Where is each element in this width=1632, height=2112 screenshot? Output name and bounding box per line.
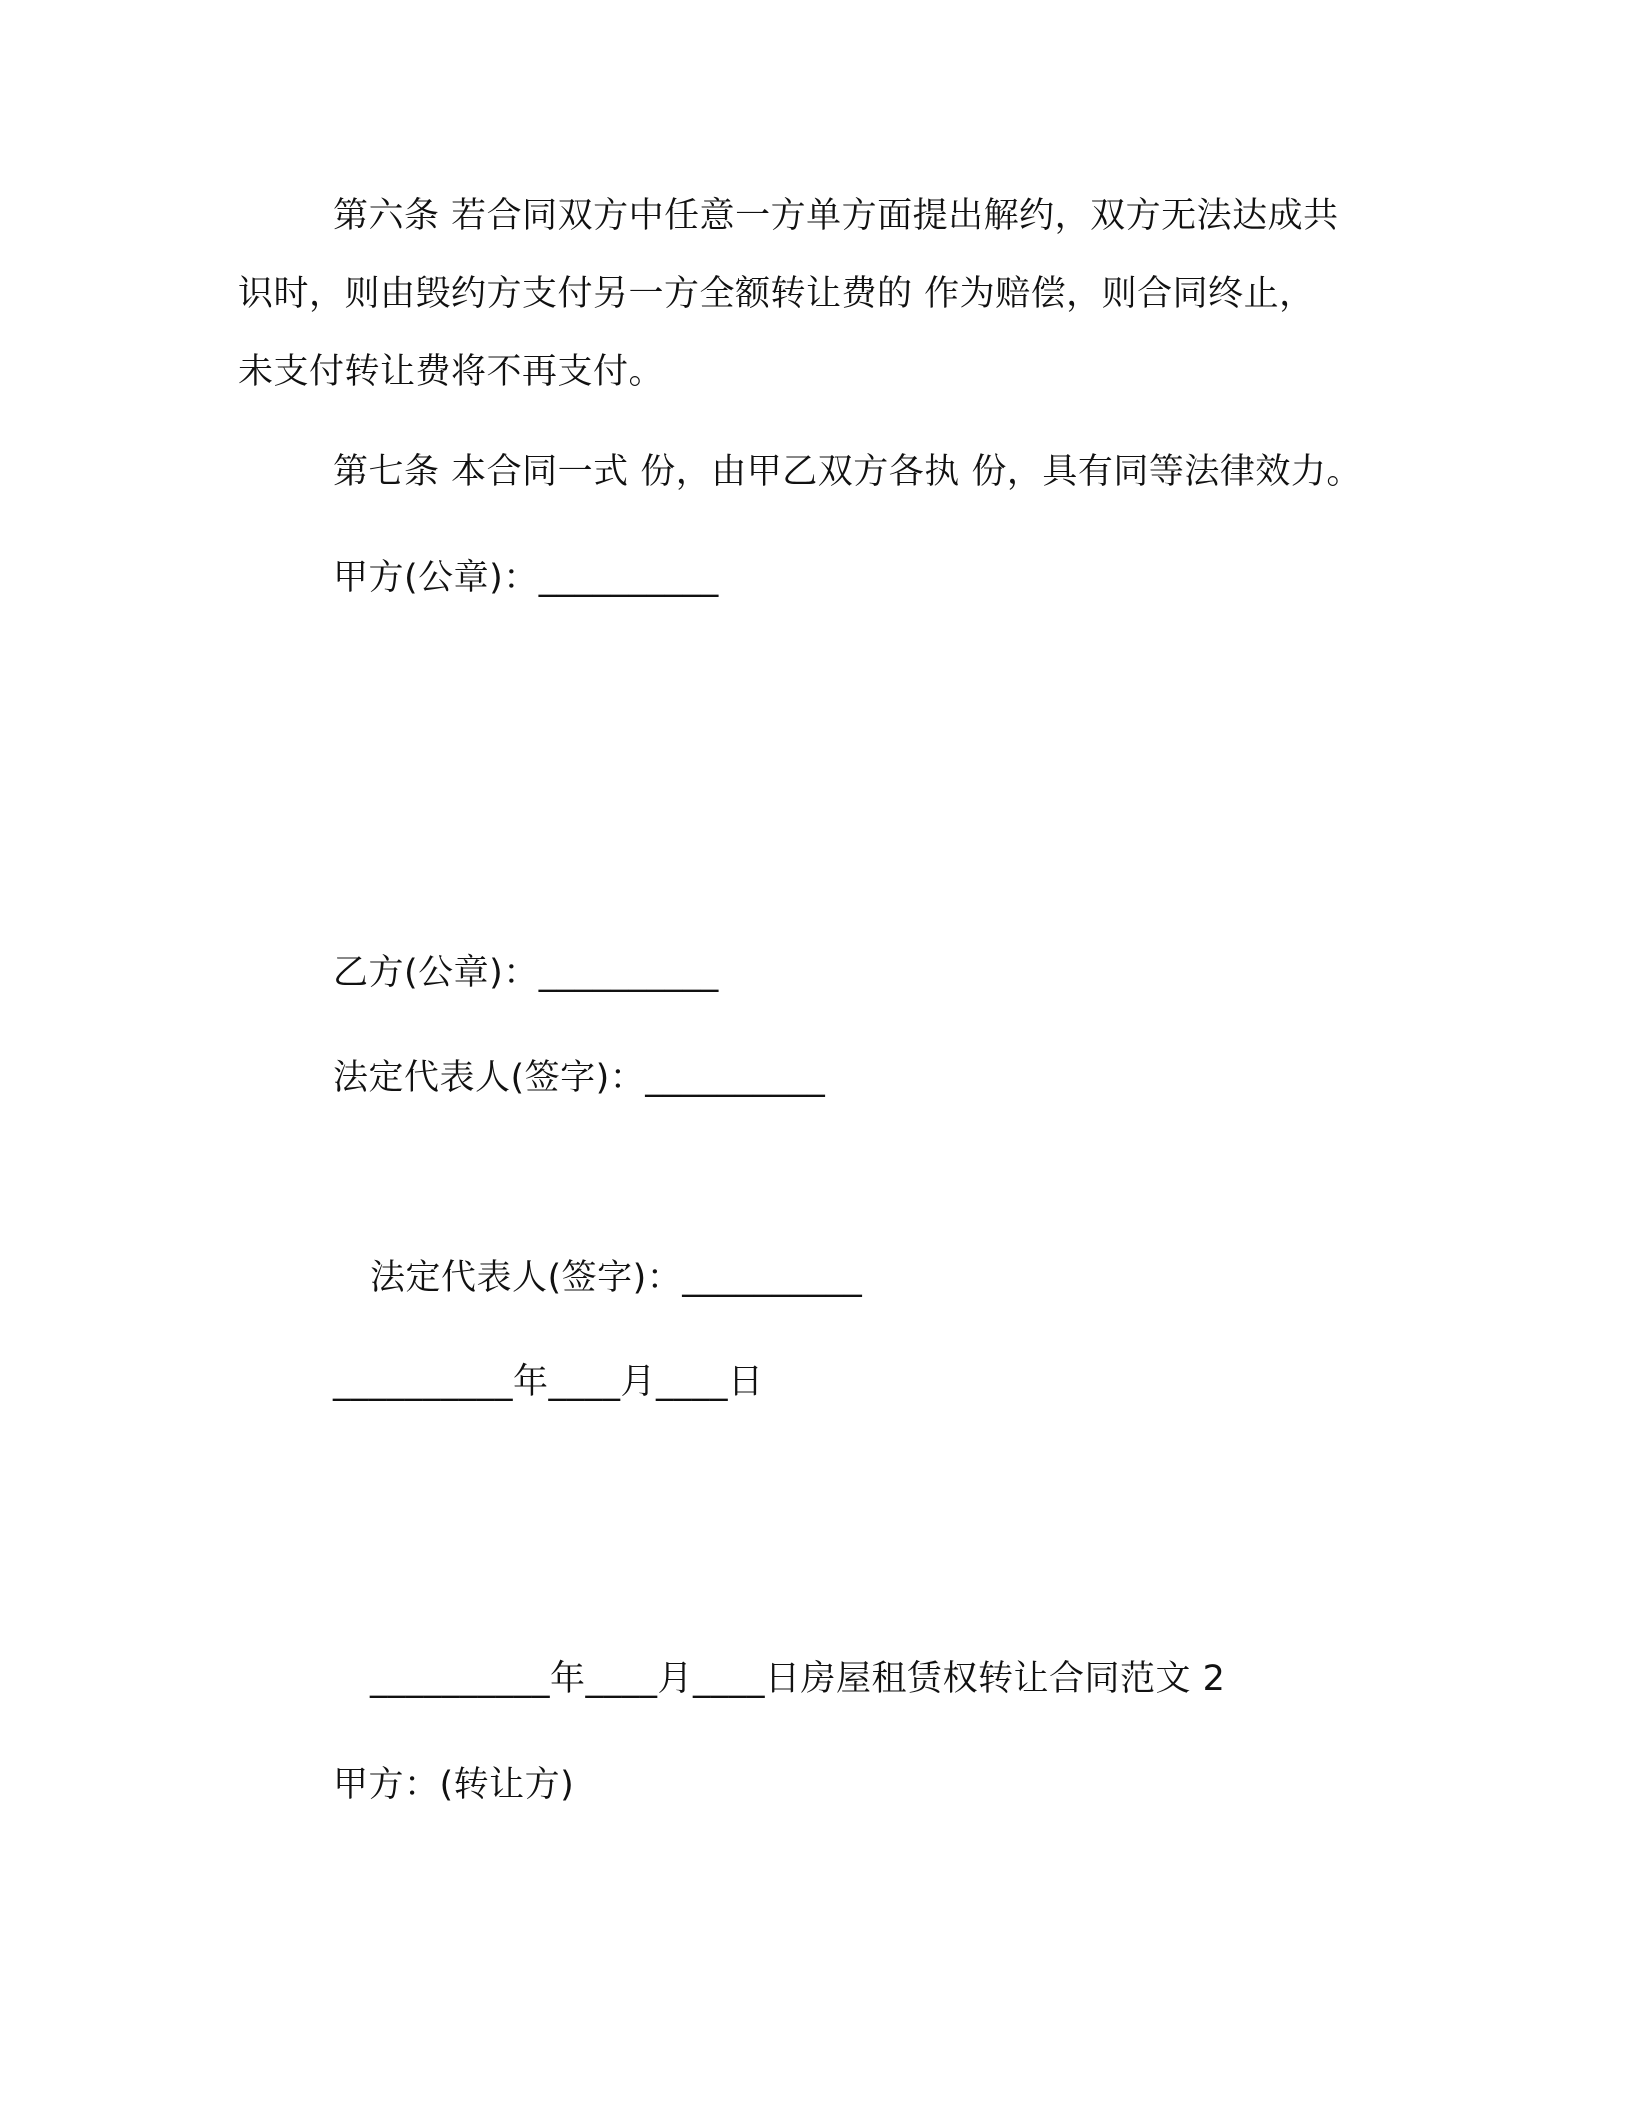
article-6-line-1: 第六条 若合同双方中任意一方单方面提出解约，双方无法达成共 [333, 196, 1339, 236]
next-contract-title: __________年____月____日房屋租赁权转让合同范文 2 [370, 1659, 1226, 1699]
date-line: __________年____月____日 [333, 1362, 764, 1402]
article-7: 第七条 本合同一式 份，由甲乙双方各执 份，具有同等法律效力。 [333, 452, 1362, 492]
party-a-transferor: 甲方：(转让方) [333, 1765, 575, 1805]
legal-representative-signature-2: 法定代表人(签字)：__________ [370, 1258, 863, 1298]
article-6-line-3: 未支付转让费将不再支付。 [238, 352, 665, 392]
party-b-seal-line: 乙方(公章)：__________ [333, 953, 719, 993]
article-6-line-2: 识时，则由毁约方支付另一方全额转让费的 作为赔偿，则合同终止， [238, 274, 1315, 314]
party-a-seal-line: 甲方(公章)：__________ [333, 558, 719, 598]
legal-representative-signature-1: 法定代表人(签字)：__________ [333, 1058, 826, 1098]
